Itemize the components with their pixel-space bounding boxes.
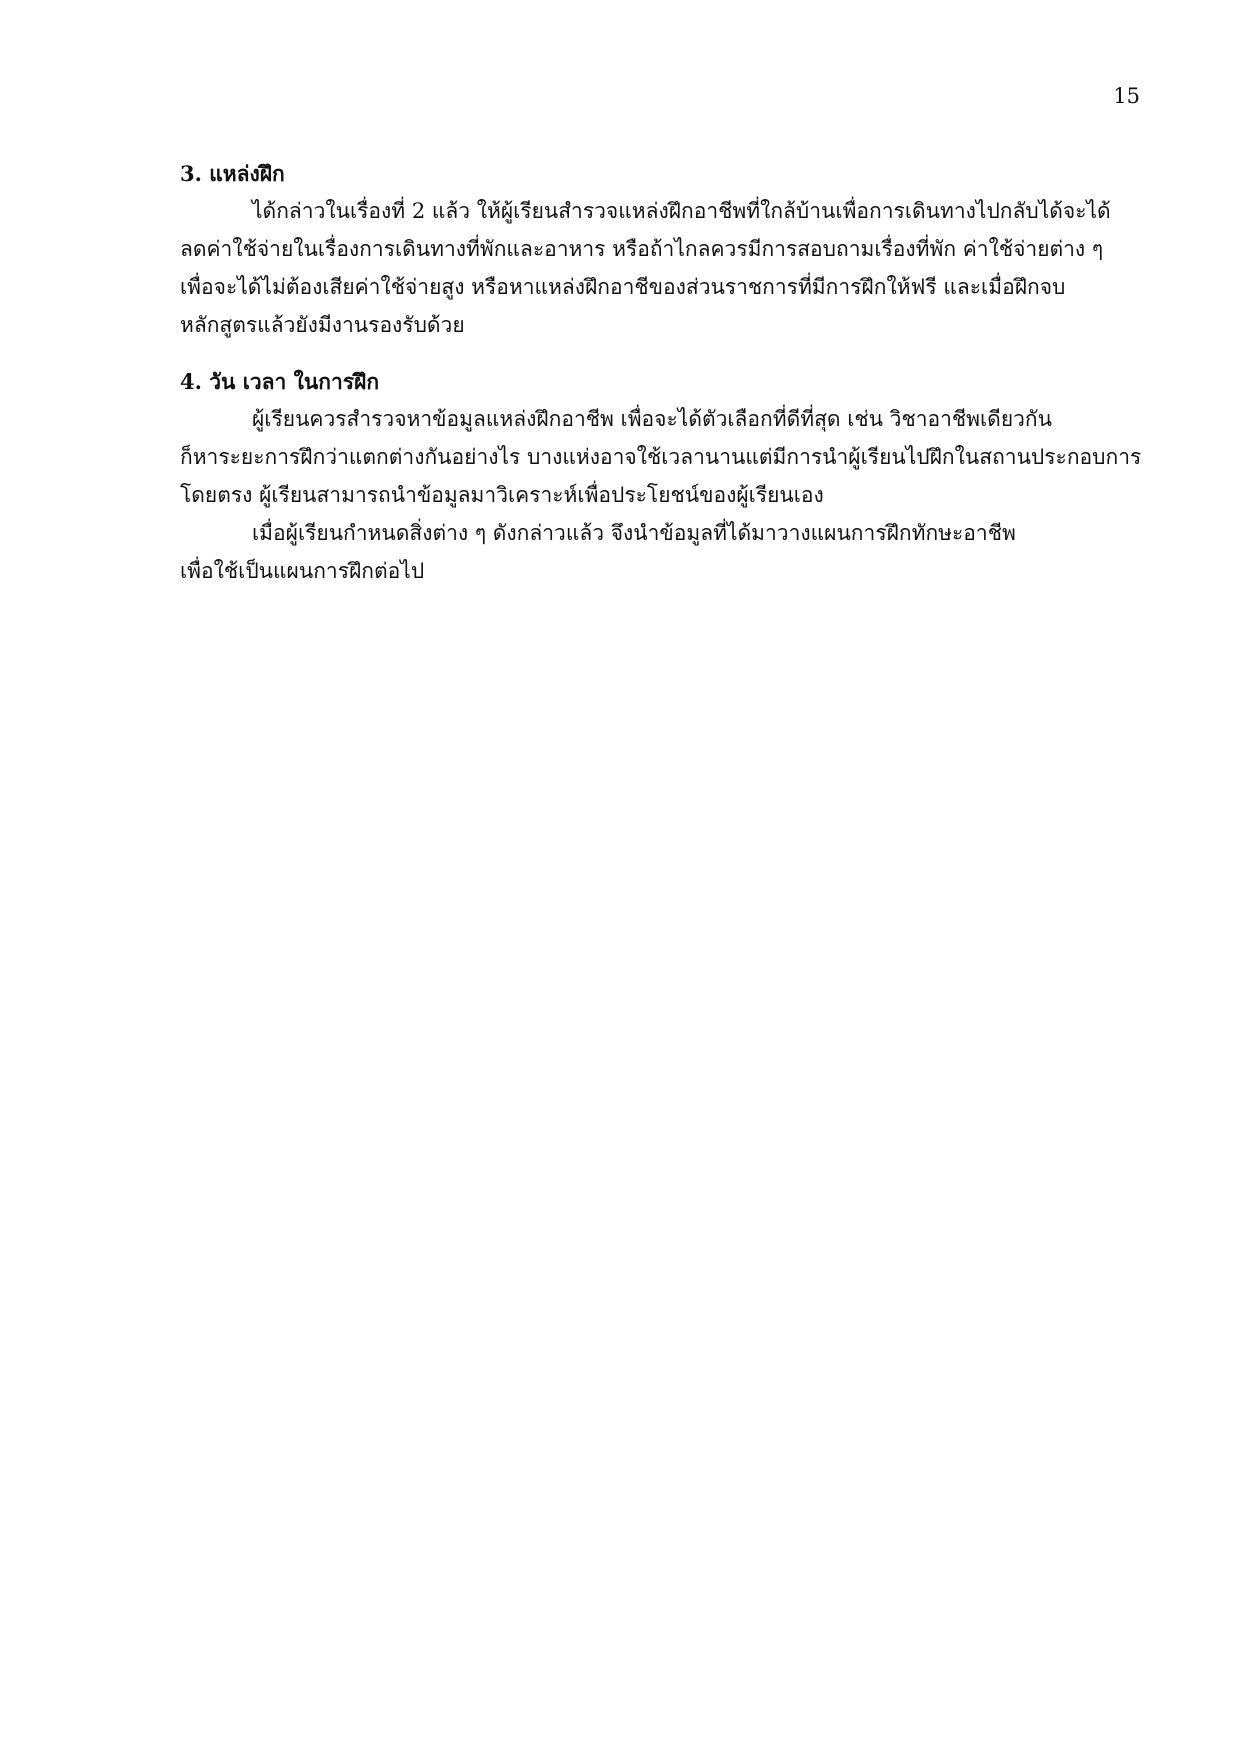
paragraph-line: ได้กล่าวในเรื่องที่ 2 แล้ว ให้ผู้เรียนสำรวจแหล่งฝึกอาชีพที่ใกล้บ้านเพื่อการเดินทางไปกลับได้จะได้ <box>252 199 1111 223</box>
section-spacer <box>180 344 1080 364</box>
paragraph-line: เพื่อจะได้ไม่ต้องเสียค่าใช้จ่ายสูง หรือหาแหล่งฝึกอาชีของส่วนราชการที่มีการฝึกให้ฟรี และเมื่อฝึกจบ <box>180 275 1066 299</box>
paragraph-line: หลักสูตรแล้วยังมีงานรองรับด้วย <box>180 313 465 337</box>
document-body <box>180 156 1142 590</box>
paragraph-line: ลดค่าใช้จ่ายในเรื่องการเดินทางที่พักและอาหาร หรือถ้าไกลควรมีการสอบถามเรื่องที่พัก ค่าใช้จ่ายต่าง ๆ <box>180 237 1104 261</box>
section-heading: 3. แหล่งฝึก <box>180 161 285 186</box>
page-number: 15 <box>1113 84 1140 108</box>
paragraph-line: ก็หาระยะการฝึกว่าแตกต่างกันอย่างไร บางแห่งอาจใช้เวลานานแต่มีการนำผู้เรียนไปฝึกในสถานประกอบการ <box>180 445 1142 469</box>
section-heading: 4. วัน เวลา ในการฝึก <box>180 369 380 394</box>
section-training-schedule <box>180 364 1142 590</box>
paragraph-line: เมื่อผู้เรียนกำหนดสิ่งต่าง ๆ ดังกล่าวแล้ว จึงนำข้อมูลที่ได้มาวางแผนการฝึกทักษะอาชีพ <box>252 521 1016 545</box>
paragraph-line: เพื่อใช้เป็นแผนการฝึกต่อไป <box>180 559 425 583</box>
paragraph-line: ผู้เรียนควรสำรวจหาข้อมูลแหล่งฝึกอาชีพ เพื่อจะได้ตัวเลือกที่ดีที่สุด เช่น วิชาอาชีพเดียวกัน <box>252 407 1052 431</box>
paragraph-line: โดยตรง ผู้เรียนสามารถนำข้อมูลมาวิเคราะห์เพื่อประโยชน์ของผู้เรียนเอง <box>180 483 824 507</box>
section-training-location <box>180 156 1111 344</box>
